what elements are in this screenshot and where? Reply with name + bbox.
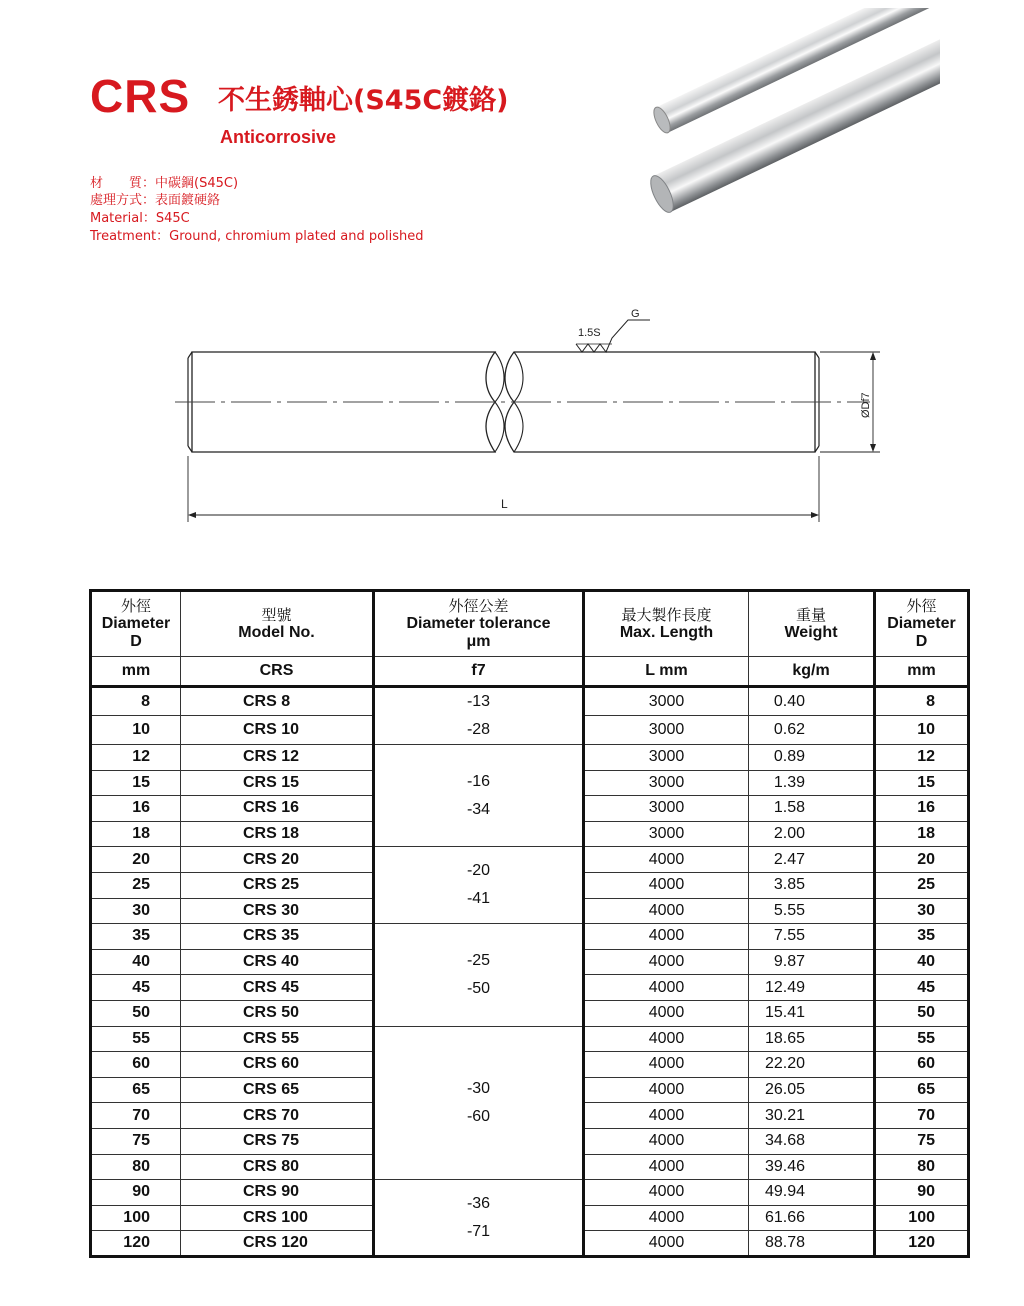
spec-key: 處理方式： [90, 193, 156, 208]
cell-diameter-right: 18 [875, 821, 969, 847]
header-diameter: 外徑 Diameter D [91, 591, 181, 657]
cell-model: CRS 90 [181, 1180, 374, 1206]
cell-model: CRS 12 [181, 745, 374, 771]
cell-diameter: 18 [91, 821, 181, 847]
cell-model: CRS 70 [181, 1103, 374, 1129]
cell-diameter-right: 100 [875, 1205, 969, 1231]
cell-weight: 18.65 [749, 1026, 875, 1052]
tolerance-upper: -30 [466, 1079, 491, 1097]
header-length: 最大製作長度 Max. Length [584, 591, 749, 657]
cell-model: CRS 80 [181, 1154, 374, 1180]
tolerance-upper: -36 [466, 1194, 491, 1212]
table-row [91, 1026, 969, 1052]
cell-diameter-right: 50 [875, 1000, 969, 1026]
shaft-technical-drawing [170, 300, 890, 530]
tolerance-lower: -41 [466, 890, 491, 908]
cell-model: CRS 65 [181, 1077, 374, 1103]
cell-tolerance [374, 1180, 584, 1257]
cell-length: 3000 [584, 821, 749, 847]
spec-value: S45C [155, 211, 190, 226]
spec-treatment-zh [90, 193, 220, 209]
cell-diameter-right: 80 [875, 1154, 969, 1180]
cell-diameter: 100 [91, 1205, 181, 1231]
cell-model: CRS 16 [181, 796, 374, 822]
grind-label: G [631, 308, 640, 320]
cell-diameter: 50 [91, 1000, 181, 1026]
length-label: L [501, 497, 508, 511]
cell-length: 3000 [584, 745, 749, 771]
spec-treatment-en [90, 229, 424, 245]
cell-diameter-right: 8 [875, 687, 969, 716]
cell-length: 4000 [584, 1103, 749, 1129]
product-title-english: Anticorrosive [220, 127, 337, 147]
specification-table [89, 589, 970, 1258]
unit-diameter-right: mm [875, 657, 969, 687]
cell-weight: 0.40 [749, 687, 875, 716]
cell-length: 4000 [584, 872, 749, 898]
cell-length: 4000 [584, 1231, 749, 1257]
spec-value: 表面鍍硬鉻 [155, 193, 221, 208]
cell-length: 4000 [584, 1180, 749, 1206]
cell-model: CRS 50 [181, 1000, 374, 1026]
cell-diameter: 70 [91, 1103, 181, 1129]
cell-length: 4000 [584, 1000, 749, 1026]
cell-diameter: 8 [91, 687, 181, 716]
cell-tolerance [374, 847, 584, 924]
cell-weight: 61.66 [749, 1205, 875, 1231]
cell-length: 3000 [584, 796, 749, 822]
unit-tolerance: f7 [374, 657, 584, 687]
cell-weight: 12.49 [749, 975, 875, 1001]
cell-length: 4000 [584, 1205, 749, 1231]
cell-length: 4000 [584, 1154, 749, 1180]
cell-model: CRS 60 [181, 1052, 374, 1078]
cell-length: 4000 [584, 924, 749, 950]
cell-diameter: 75 [91, 1128, 181, 1154]
cell-weight: 26.05 [749, 1077, 875, 1103]
cell-diameter-right: 90 [875, 1180, 969, 1206]
cell-length: 3000 [584, 716, 749, 745]
diameter-label: ØDf7 [860, 392, 872, 418]
cell-weight: 88.78 [749, 1231, 875, 1257]
header-tolerance: 外徑公差 Diameter tolerance μm [374, 591, 584, 657]
spec-value: Ground, chromium plated and polished [169, 229, 424, 244]
tolerance-upper: -13 [466, 693, 491, 710]
spec-key: Material： [90, 211, 156, 226]
roughness-label: 1.5S [578, 327, 601, 339]
cell-model: CRS 45 [181, 975, 374, 1001]
tolerance-lower: -71 [466, 1222, 491, 1240]
cell-length: 4000 [584, 1026, 749, 1052]
header-diameter-right: 外徑 Diameter D [875, 591, 969, 657]
cell-diameter: 40 [91, 949, 181, 975]
table-row [91, 687, 969, 716]
brand-title: CRS [90, 70, 191, 122]
table-row [91, 847, 969, 873]
cell-diameter: 25 [91, 872, 181, 898]
cell-length: 4000 [584, 949, 749, 975]
cell-tolerance [374, 1026, 584, 1180]
cell-weight: 22.20 [749, 1052, 875, 1078]
unit-length: L mm [584, 657, 749, 687]
cell-tolerance [374, 687, 584, 745]
cell-weight: 2.47 [749, 847, 875, 873]
cell-diameter: 120 [91, 1231, 181, 1257]
cell-weight: 9.87 [749, 949, 875, 975]
cell-tolerance [374, 924, 584, 1026]
cell-weight: 7.55 [749, 924, 875, 950]
cell-diameter-right: 12 [875, 745, 969, 771]
cell-diameter: 60 [91, 1052, 181, 1078]
cell-diameter-right: 15 [875, 770, 969, 796]
cell-diameter-right: 40 [875, 949, 969, 975]
cell-model: CRS 120 [181, 1231, 374, 1257]
cell-tolerance [374, 745, 584, 847]
cell-weight: 1.39 [749, 770, 875, 796]
cell-length: 4000 [584, 847, 749, 873]
cell-diameter: 90 [91, 1180, 181, 1206]
cell-diameter: 10 [91, 716, 181, 745]
cell-diameter: 35 [91, 924, 181, 950]
cell-model: CRS 30 [181, 898, 374, 924]
cell-weight: 3.85 [749, 872, 875, 898]
cell-weight: 0.62 [749, 716, 875, 745]
cell-diameter-right: 20 [875, 847, 969, 873]
cell-diameter-right: 60 [875, 1052, 969, 1078]
tolerance-lower: -50 [466, 979, 491, 997]
cell-diameter-right: 70 [875, 1103, 969, 1129]
cell-model: CRS 35 [181, 924, 374, 950]
unit-weight: kg/m [749, 657, 875, 687]
tolerance-lower: -60 [466, 1107, 491, 1125]
unit-model: CRS [181, 657, 374, 687]
cell-weight: 15.41 [749, 1000, 875, 1026]
unit-diameter: mm [91, 657, 181, 687]
cell-model: CRS 40 [181, 949, 374, 975]
cell-diameter: 30 [91, 898, 181, 924]
product-title-chinese: 不生銹軸心(S45C鍍鉻) [218, 85, 509, 116]
cell-diameter: 16 [91, 796, 181, 822]
cell-diameter: 55 [91, 1026, 181, 1052]
cell-weight: 49.94 [749, 1180, 875, 1206]
table-body [91, 687, 969, 1257]
cell-diameter-right: 25 [875, 872, 969, 898]
table-row [91, 745, 969, 771]
cell-length: 3000 [584, 770, 749, 796]
cell-weight: 5.55 [749, 898, 875, 924]
cell-model: CRS 25 [181, 872, 374, 898]
cell-length: 4000 [584, 1128, 749, 1154]
header-model: 型號 Model No. [181, 591, 374, 657]
cell-diameter-right: 35 [875, 924, 969, 950]
cell-length: 3000 [584, 687, 749, 716]
cell-diameter: 80 [91, 1154, 181, 1180]
cell-diameter-right: 120 [875, 1231, 969, 1257]
cell-diameter: 65 [91, 1077, 181, 1103]
table-row [91, 1180, 969, 1206]
cell-diameter-right: 45 [875, 975, 969, 1001]
cell-diameter-right: 75 [875, 1128, 969, 1154]
cell-model: CRS 55 [181, 1026, 374, 1052]
cell-model: CRS 75 [181, 1128, 374, 1154]
cell-weight: 0.89 [749, 745, 875, 771]
cell-diameter-right: 55 [875, 1026, 969, 1052]
tolerance-upper: -20 [466, 862, 491, 880]
cell-length: 4000 [584, 975, 749, 1001]
chrome-shaft-image [640, 8, 940, 228]
tolerance-upper: -16 [466, 772, 491, 790]
spec-key: Treatment： [90, 229, 170, 244]
cell-model: CRS 100 [181, 1205, 374, 1231]
spec-key: 材 質： [90, 176, 156, 191]
cell-model: CRS 20 [181, 847, 374, 873]
cell-model: CRS 18 [181, 821, 374, 847]
cell-diameter-right: 16 [875, 796, 969, 822]
cell-length: 4000 [584, 1052, 749, 1078]
cell-weight: 30.21 [749, 1103, 875, 1129]
cell-diameter-right: 65 [875, 1077, 969, 1103]
tolerance-upper: -25 [466, 951, 491, 969]
tolerance-lower: -34 [466, 800, 491, 818]
tolerance-lower: -28 [466, 721, 491, 738]
cell-diameter: 45 [91, 975, 181, 1001]
table-unit-row [91, 657, 969, 687]
cell-model: CRS 10 [181, 716, 374, 745]
cell-diameter-right: 10 [875, 716, 969, 745]
cell-weight: 39.46 [749, 1154, 875, 1180]
cell-length: 4000 [584, 1077, 749, 1103]
cell-model: CRS 15 [181, 770, 374, 796]
cell-diameter: 12 [91, 745, 181, 771]
cell-weight: 1.58 [749, 796, 875, 822]
spec-material-en [90, 211, 190, 227]
spec-material-zh [90, 176, 238, 192]
header-weight: 重量 Weight [749, 591, 875, 657]
cell-diameter: 15 [91, 770, 181, 796]
cell-diameter: 20 [91, 847, 181, 873]
cell-model: CRS 8 [181, 687, 374, 716]
table-header-row [91, 591, 969, 657]
cell-weight: 34.68 [749, 1128, 875, 1154]
spec-value: 中碳鋼(S45C) [155, 176, 239, 191]
table-row [91, 924, 969, 950]
cell-weight: 2.00 [749, 821, 875, 847]
cell-diameter-right: 30 [875, 898, 969, 924]
cell-length: 4000 [584, 898, 749, 924]
